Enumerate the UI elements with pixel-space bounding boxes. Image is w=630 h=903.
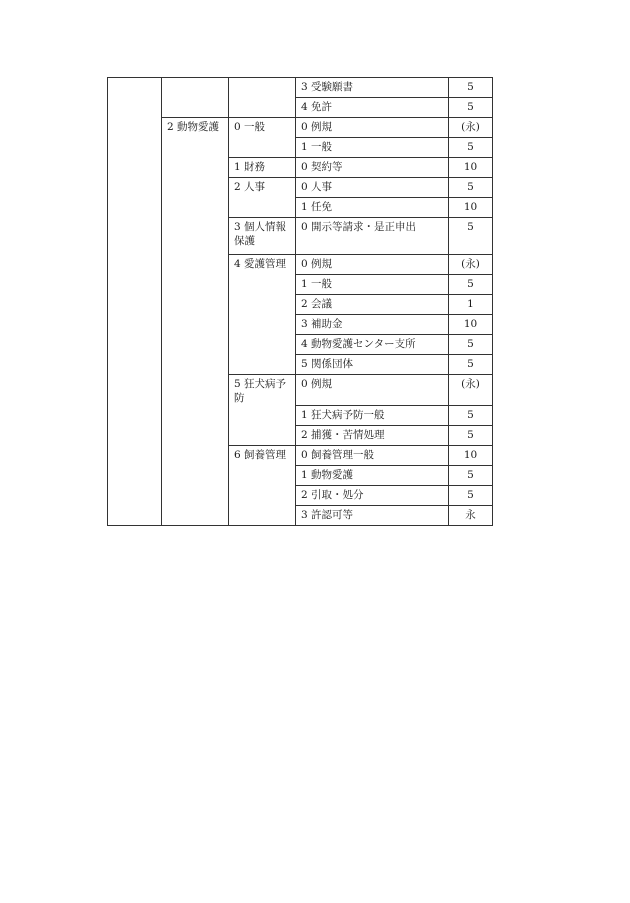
cell-retention: 10 <box>449 158 493 178</box>
cell-item: 4 動物愛護センター支所 <box>296 335 449 355</box>
cell-item: 0 例規 <box>296 255 449 275</box>
cell-level3 <box>229 355 296 375</box>
cell-level2 <box>162 198 229 218</box>
cell-retention: 5 <box>449 425 493 445</box>
cell-retention: (永) <box>449 375 493 406</box>
cell-retention: 10 <box>449 315 493 335</box>
cell-item: 1 一般 <box>296 275 449 295</box>
cell-level2 <box>162 295 229 315</box>
table-row <box>108 335 493 355</box>
cell-retention: 5 <box>449 178 493 198</box>
cell-item: 1 一般 <box>296 138 449 158</box>
cell-level1 <box>108 315 162 335</box>
cell-item: 2 会議 <box>296 295 449 315</box>
table-row <box>108 158 493 178</box>
cell-item: 2 引取・処分 <box>296 485 449 505</box>
cell-level2 <box>162 78 229 98</box>
table-row <box>108 295 493 315</box>
cell-level3 <box>229 98 296 118</box>
table-row <box>108 138 493 158</box>
cell-level1 <box>108 275 162 295</box>
cell-retention: 10 <box>449 445 493 465</box>
cell-retention: 5 <box>449 485 493 505</box>
cell-level3 <box>229 485 296 505</box>
cell-retention: 5 <box>449 138 493 158</box>
cell-item: 0 例規 <box>296 375 449 406</box>
cell-level3: 1 財務 <box>229 158 296 178</box>
cell-level3 <box>229 295 296 315</box>
table-row <box>108 98 493 118</box>
cell-level3 <box>229 198 296 218</box>
cell-level2 <box>162 138 229 158</box>
cell-item: 0 例規 <box>296 118 449 138</box>
cell-level3 <box>229 465 296 485</box>
cell-level1 <box>108 118 162 138</box>
cell-level1 <box>108 138 162 158</box>
cell-level2 <box>162 98 229 118</box>
cell-retention: 5 <box>449 275 493 295</box>
cell-level1 <box>108 178 162 198</box>
cell-level1 <box>108 355 162 375</box>
cell-level1 <box>108 198 162 218</box>
cell-level3 <box>229 505 296 525</box>
table-row <box>108 375 493 406</box>
cell-level3: 2 人事 <box>229 178 296 198</box>
cell-item: 5 関係団体 <box>296 355 449 375</box>
cell-retention: 10 <box>449 198 493 218</box>
cell-item: 0 飼養管理一般 <box>296 445 449 465</box>
table-row <box>108 78 493 98</box>
cell-level1 <box>108 98 162 118</box>
cell-item: 2 捕獲・苦情処理 <box>296 425 449 445</box>
table-row <box>108 485 493 505</box>
cell-item: 0 人事 <box>296 178 449 198</box>
cell-item: 1 任免 <box>296 198 449 218</box>
cell-level1 <box>108 335 162 355</box>
table-row <box>108 178 493 198</box>
cell-level1 <box>108 405 162 425</box>
cell-item: 1 狂犬病予防一般 <box>296 405 449 425</box>
cell-level1 <box>108 445 162 465</box>
cell-level2 <box>162 315 229 335</box>
cell-level1 <box>108 295 162 315</box>
cell-level3 <box>229 315 296 335</box>
cell-retention: 5 <box>449 405 493 425</box>
cell-level1 <box>108 485 162 505</box>
cell-item: 3 補助金 <box>296 315 449 335</box>
cell-retention: 永 <box>449 505 493 525</box>
cell-retention: 5 <box>449 335 493 355</box>
cell-level1 <box>108 465 162 485</box>
cell-retention: 5 <box>449 78 493 98</box>
table-row <box>108 405 493 425</box>
cell-level2 <box>162 485 229 505</box>
cell-retention: 5 <box>449 218 493 255</box>
table-row <box>108 465 493 485</box>
cell-level2 <box>162 375 229 406</box>
cell-level2 <box>162 178 229 198</box>
cell-item: 1 動物愛護 <box>296 465 449 485</box>
cell-level2: 2 動物愛護 <box>162 118 229 138</box>
cell-level3 <box>229 405 296 425</box>
cell-item: 0 契約等 <box>296 158 449 178</box>
table-row <box>108 255 493 275</box>
cell-level2 <box>162 275 229 295</box>
cell-level2 <box>162 425 229 445</box>
cell-level2 <box>162 218 229 255</box>
cell-level2 <box>162 465 229 485</box>
table-row <box>108 118 493 138</box>
cell-level3 <box>229 138 296 158</box>
cell-level3 <box>229 275 296 295</box>
cell-retention: 5 <box>449 98 493 118</box>
cell-item: 3 受験願書 <box>296 78 449 98</box>
cell-level1 <box>108 505 162 525</box>
cell-level3 <box>229 335 296 355</box>
cell-level1 <box>108 375 162 406</box>
cell-level1 <box>108 158 162 178</box>
table-row <box>108 315 493 335</box>
cell-level3 <box>229 78 296 98</box>
cell-level1 <box>108 78 162 98</box>
cell-level2 <box>162 505 229 525</box>
cell-level2 <box>162 405 229 425</box>
cell-level2 <box>162 445 229 465</box>
cell-retention: (永) <box>449 255 493 275</box>
cell-level1 <box>108 218 162 255</box>
cell-level1 <box>108 255 162 275</box>
cell-level3: 0 一般 <box>229 118 296 138</box>
cell-level3 <box>229 425 296 445</box>
cell-level2 <box>162 355 229 375</box>
table-row <box>108 355 493 375</box>
cell-retention: 5 <box>449 465 493 485</box>
cell-level3: 6 飼養管理 <box>229 445 296 465</box>
cell-retention: 5 <box>449 355 493 375</box>
cell-item: 3 許認可等 <box>296 505 449 525</box>
table-row <box>108 218 493 255</box>
table-row <box>108 198 493 218</box>
cell-level2 <box>162 158 229 178</box>
table-row <box>108 275 493 295</box>
cell-level1 <box>108 425 162 445</box>
cell-item: 4 免許 <box>296 98 449 118</box>
cell-level2 <box>162 335 229 355</box>
cell-retention: 1 <box>449 295 493 315</box>
cell-level3: 4 愛護管理 <box>229 255 296 275</box>
cell-retention: (永) <box>449 118 493 138</box>
cell-level3: 5 狂犬病予防 <box>229 375 296 406</box>
cell-item: 0 開示等請求・是正申出 <box>296 218 449 255</box>
cell-level2 <box>162 255 229 275</box>
table-row <box>108 425 493 445</box>
cell-level3: 3 個人情報保護 <box>229 218 296 255</box>
table-row <box>108 445 493 465</box>
table-row <box>108 505 493 525</box>
retention-schedule-table <box>107 77 493 526</box>
